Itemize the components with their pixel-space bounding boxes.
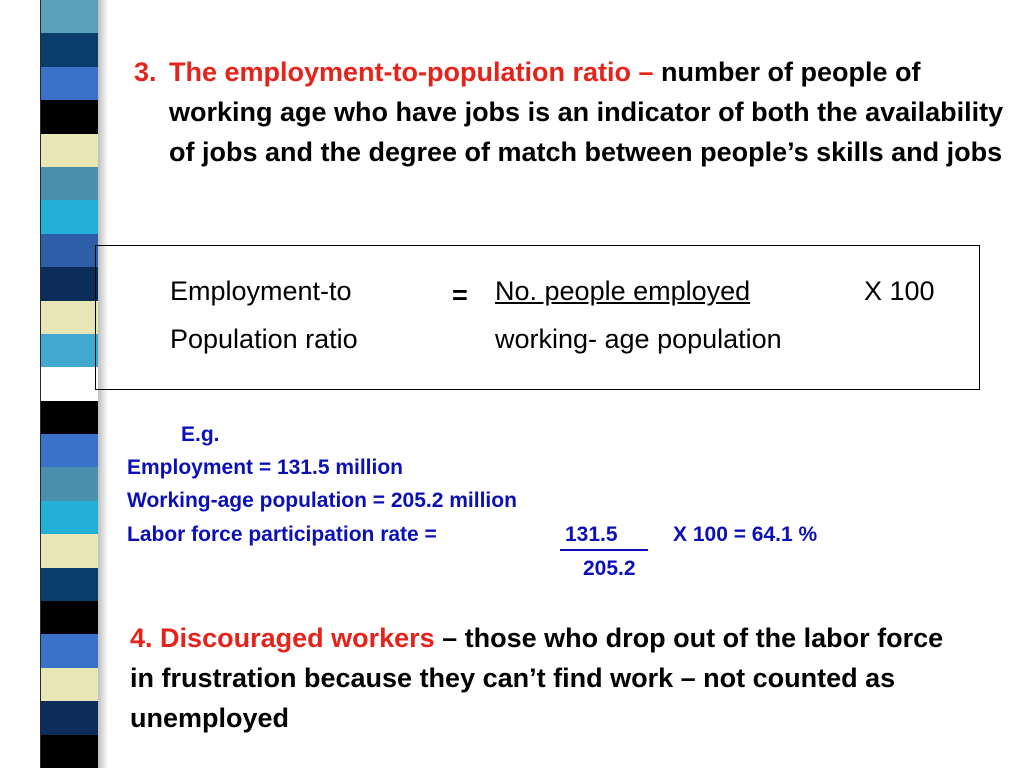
stripe-block [41, 568, 99, 602]
example-numerator: 131.5 [565, 523, 618, 546]
stripe-block [41, 367, 99, 401]
decorative-stripe [40, 0, 99, 768]
formula-equals: = [452, 280, 468, 310]
stripe-block [41, 501, 99, 535]
stripe-block [41, 0, 99, 34]
item-3-body: number of people of working age who have jobs is an indicator of both the availability of jobs and the degree of match between people’s skills and jobs [169, 57, 1004, 167]
stripe-block [41, 234, 99, 268]
formula-multiplier: X 100 [864, 276, 935, 306]
formula-box [95, 245, 980, 390]
example-working-age: Working-age population = 205.2 million [127, 489, 517, 512]
stripe-block [41, 67, 99, 101]
formula-denominator: working- age population [495, 324, 782, 354]
stripe-block [41, 267, 99, 301]
stripe-block [41, 301, 99, 335]
stripe-block [41, 134, 99, 168]
example-result: X 100 = 64.1 % [673, 523, 818, 546]
stripe-block [41, 735, 99, 768]
item-4-paragraph [130, 618, 950, 738]
example-label: E.g. [181, 423, 220, 446]
stripe-block [41, 167, 99, 201]
item-3-number: 3. [134, 57, 157, 87]
stripe-block [41, 668, 99, 702]
item-4-number: 4. [130, 623, 153, 653]
stripe-block [41, 634, 99, 668]
stripe-block [41, 33, 99, 67]
stripe-block [41, 334, 99, 368]
example-lfpr-label: Labor force participation rate = [127, 523, 437, 546]
stripe-block [41, 200, 99, 234]
formula-left-line2: Population ratio [170, 324, 358, 354]
item-3-paragraph [134, 52, 1004, 172]
stripe-block [41, 601, 99, 635]
stripe-block [41, 100, 99, 134]
fraction-bar [560, 549, 648, 551]
example-denominator: 205.2 [583, 557, 636, 580]
formula-left-line1: Employment-to [170, 276, 352, 306]
item-4-body: – those who drop out of the labor force in frustration because they can’t find work – not counted as unemployed [130, 623, 944, 733]
stripe-block [41, 467, 99, 501]
stripe-block [41, 434, 99, 468]
item-4-heading: Discouraged workers [160, 623, 435, 653]
formula-numerator: No. people employed [495, 276, 751, 306]
stripe-block [41, 401, 99, 435]
item-3-heading: The employment-to-population ratio – [169, 57, 654, 87]
example-employment: Employment = 131.5 million [127, 456, 404, 479]
stripe-block [41, 534, 99, 568]
stripe-block [41, 701, 99, 735]
